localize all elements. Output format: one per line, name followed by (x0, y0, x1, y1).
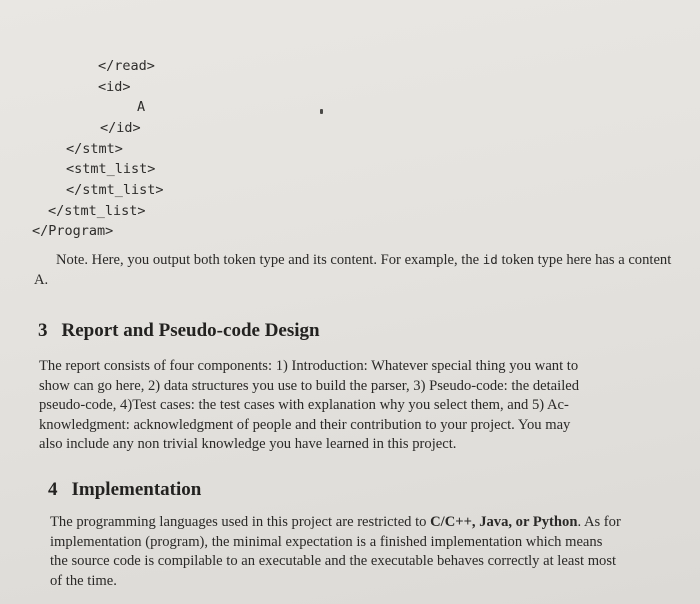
code-line-close-program: </Program> (32, 223, 114, 239)
code-line-close-read: </read> (98, 58, 155, 74)
code-line-id-content: A (137, 99, 146, 115)
section-4-title: Implementation (71, 479, 202, 500)
section-3-line: pseudo-code, 4)Test cases: the test cases with explanation why you select them, and 5) Ac- (39, 397, 569, 413)
section-4-text-part1: The programming languages used in this project are restricted to (50, 514, 431, 530)
section-4-languages: C/C++, Java, or Python (430, 514, 578, 530)
section-3-number: 3 (38, 320, 48, 341)
note-text-part1: Note. Here, you output both token type and its content. For example, the (56, 252, 483, 268)
note-code-id: id (482, 252, 498, 267)
section-4-line: the source code is compilable to an executable and the executable behaves correctly at least most (50, 553, 617, 569)
code-line-close-stmt: </stmt> (66, 141, 123, 157)
code-line-close-stmt-list-outer: </stmt_list> (48, 203, 146, 219)
section-3-title: Report and Pseudo-code Design (61, 320, 320, 341)
ink-mark (320, 109, 323, 114)
note-text-part2: token type here has a content A. (34, 252, 672, 288)
note-paragraph (34, 250, 686, 290)
section-4-line: implementation (program), the minimal expectation is a finished implementation which means (50, 533, 603, 550)
section-3-line: The report consists of four components: 1) Introduction: Whatever special thing you want to (39, 358, 579, 374)
code-line-open-id: <id> (98, 79, 131, 95)
section-3-line: also include any non trivial knowledge you have learned in this project. (39, 436, 457, 452)
section-3-line: show can go here, 2) data structures you use to build the parser, 3) Pseudo-code: the detailed (39, 377, 580, 394)
section-4-line (50, 513, 690, 533)
section-3-heading (38, 320, 320, 342)
section-3-line: knowledgment: acknowledgment of people and their contribution to your project. You may (39, 416, 571, 433)
code-line-close-stmt-list-inner: </stmt_list> (66, 182, 164, 198)
section-4-line: of the time. (50, 572, 117, 589)
code-line-open-stmt-list: <stmt_list> (66, 161, 156, 177)
section-4-text-part2: . As for (577, 514, 621, 530)
section-4-body (50, 513, 690, 591)
section-4-heading (48, 479, 201, 501)
section-3-body (39, 357, 689, 455)
section-4-number: 4 (48, 479, 58, 500)
code-line-close-id: </id> (100, 120, 141, 136)
